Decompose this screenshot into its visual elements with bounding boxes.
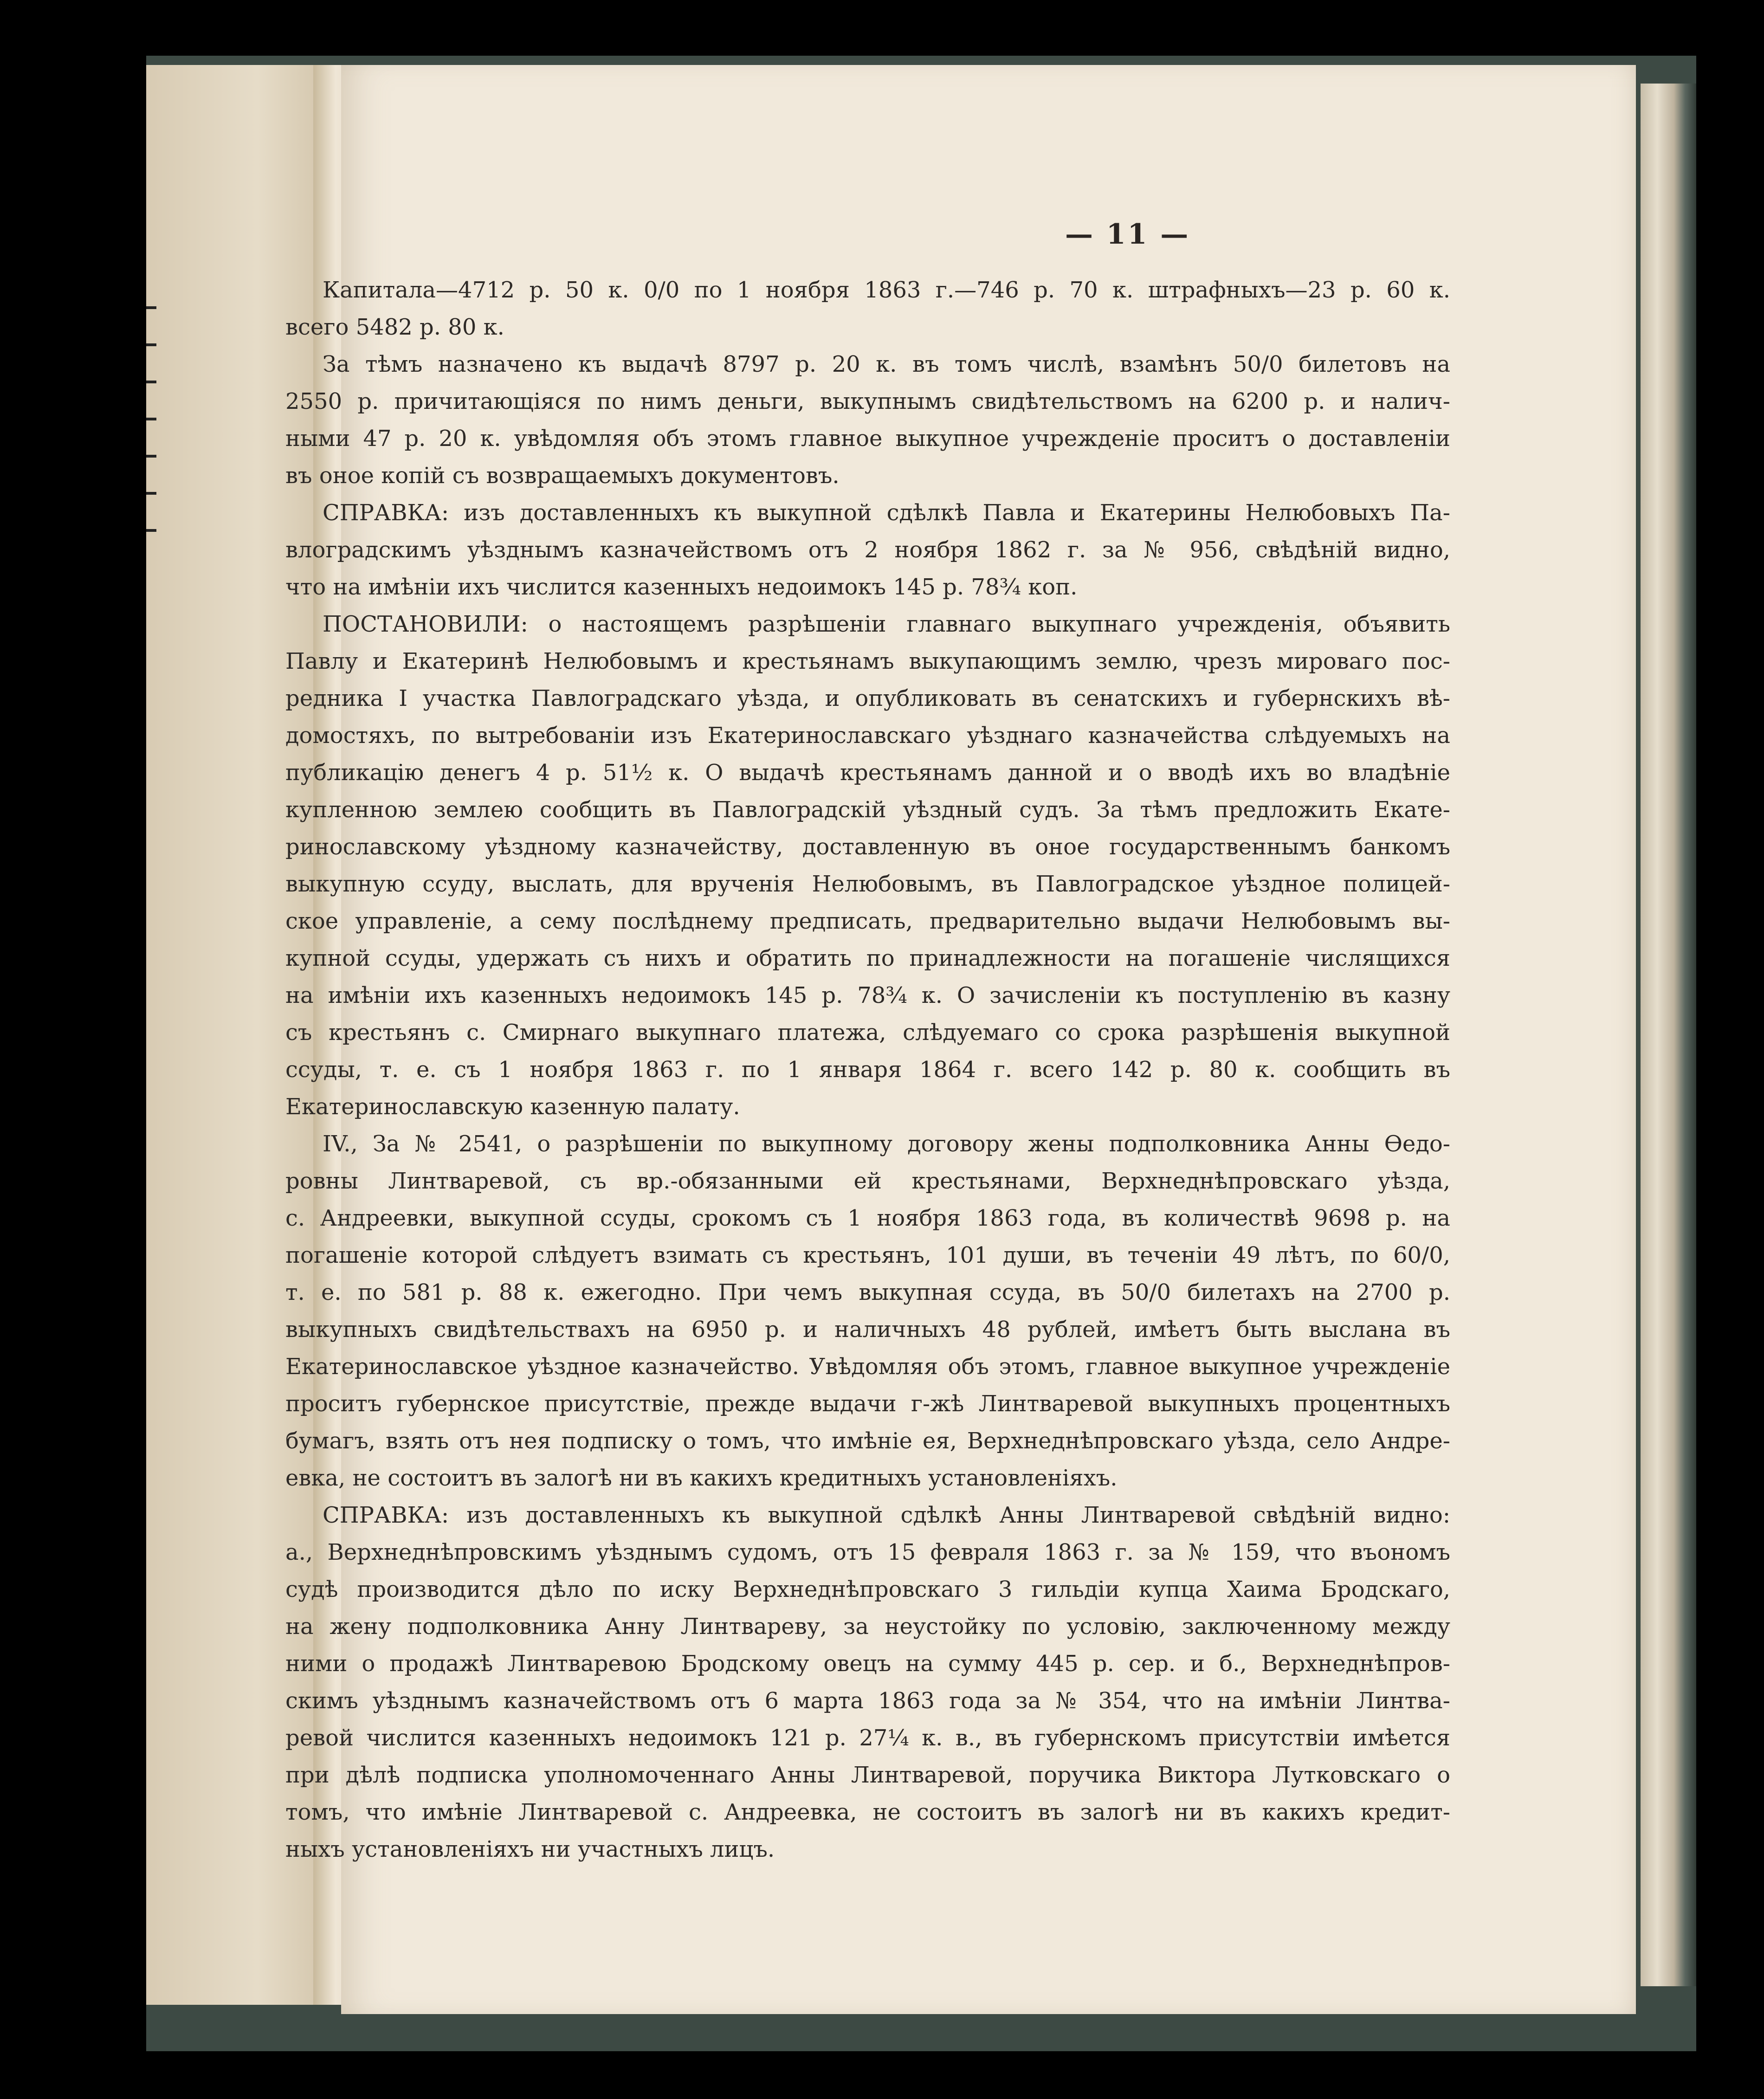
text-line: томъ, что имѣніе Линтваревой с. Андреевка, не состоитъ въ залогѣ ни въ какихъ кредит- [285,1799,1450,1825]
text-line: судѣ производится дѣло по иску Верхнеднѣпровскаго 3 гильдіи купца Хаима Бродскаго, [285,1576,1450,1602]
text-line: редника I участка Павлоградскаго уѣзда, и опубликовать въ сенатскихъ и губернскихъ вѣ- [285,685,1450,711]
body-text [285,271,1450,1868]
text-line: СПРАВКА: изъ доставленныхъ къ выкупной сдѣлкѣ Павла и Екатерины Нелюбовыхъ Па- [323,500,1450,526]
text-line: т. е. по 581 р. 88 к. ежегодно. При чемъ выкупная ссуда, въ 50/0 билетахъ на 2700 р. [285,1279,1450,1305]
text-line: ссуды, т. е. съ 1 ноября 1863 г. по 1 января 1864 г. всего 142 р. 80 к. сообщить въ [285,1057,1450,1083]
text-line: купленною землею сообщить въ Павлоградскій уѣздный судъ. За тѣмъ предложить Екате- [285,797,1450,823]
text-line: выкупныхъ свидѣтельствахъ на 6950 р. и наличныхъ 48 рублей, имѣетъ быть выслана въ [285,1317,1450,1343]
text-line: публикацію денегъ 4 р. 51½ к. О выдачѣ крестьянамъ данной и о вводѣ ихъ во владѣніе [285,760,1450,786]
text-line: погашеніе которой слѣдуетъ взимать съ крестьянъ, 101 души, въ теченіи 49 лѣтъ, по 60/0, [285,1242,1450,1268]
text-line: Екатеринославское уѣздное казначейство. Увѣдомляя объ этомъ, главное выкупное учрежденіе [285,1354,1450,1380]
text-line: ровны Линтваревой, съ вр.-обязанными ей крестьянами, Верхнеднѣпровскаго уѣзда, [285,1168,1450,1194]
text-line: въ оное копій съ возвращаемыхъ документовъ. [285,463,840,489]
text-line: с. Андреевки, выкупной ссуды, срокомъ съ 1 ноября 1863 года, въ количествѣ 9698 р. на [285,1205,1450,1231]
text-line: СПРАВКА: изъ доставленныхъ къ выкупной сдѣлкѣ Анны Линтваревой свѣдѣній видно: [323,1502,1450,1528]
text-line: проситъ губернское присутствіе, прежде выдачи г-жѣ Линтваревой выкупныхъ процентныхъ [285,1391,1450,1417]
text-line: на имѣніи ихъ казенныхъ недоимокъ 145 р. 78¾ к. О зачисленіи къ поступленію въ казну [285,982,1450,1008]
text-line: скимъ уѣзднымъ казначействомъ отъ 6 марта 1863 года за № 354, что на имѣніи Линтва- [285,1688,1450,1714]
left-page-text-edges [146,306,174,566]
text-line: Павлу и Екатеринѣ Нелюбовымъ и крестьянамъ выкупающимъ землю, чрезъ мироваго пос- [285,648,1450,674]
text-line: 2550 р. причитающіяся по нимъ деньги, выкупнымъ свидѣтельствомъ на 6200 р. и налич- [285,388,1450,414]
text-line: ными 47 р. 20 к. увѣдомляя объ этомъ главное выкупное учрежденіе проситъ о доставленіи [285,426,1450,452]
text-line: выкупную ссуду, выслать, для врученія Нелюбовымъ, въ Павлоградское уѣздное полицей- [285,871,1450,897]
text-line: на жену подполковника Анну Линтвареву, за неустойку по условію, заключенному между [285,1614,1450,1640]
text-line: ними о продажѣ Линтваревою Бродскому овецъ на сумму 445 р. сер. и б., Верхнеднѣпров- [285,1651,1450,1677]
text-line: ПОСТАНОВИЛИ: о настоящемъ разрѣшеніи главнаго выкупнаго учрежденія, объявить [323,611,1450,637]
text-line: евка, не состоитъ въ залогѣ ни въ какихъ кредитныхъ установленіяхъ. [285,1465,1118,1491]
text-line: а., Верхнеднѣпровскимъ уѣзднымъ судомъ, отъ 15 февраля 1863 г. за № 159, что въономъ [285,1539,1450,1565]
text-line: Екатеринославскую казенную палату. [285,1094,740,1120]
text-line: ринославскому уѣздному казначейству, доставленную въ оное государственнымъ банкомъ [285,834,1450,860]
text-line: ское управленіе, а сему послѣднему предписать, предварительно выдачи Нелюбовымъ вы- [285,908,1450,934]
text-line: домостяхъ, по вытребованіи изъ Екатеринославскаго уѣзднаго казначейства слѣдуемыхъ на [285,723,1450,749]
text-line: ревой числится казенныхъ недоимокъ 121 р. 27¼ к. в., въ губернскомъ присутствіи имѣется [285,1725,1450,1751]
text-line: при дѣлѣ подписка уполномоченнаго Анны Линтваревой, поручика Виктора Лутковскаго о [285,1762,1450,1788]
text-line: Капитала—4712 р. 50 к. 0/0 по 1 ноября 1863 г.—746 р. 70 к. штрафныхъ—23 р. 60 к. [323,277,1450,303]
page-number: — 11 — [1065,218,1190,251]
text-line: всего 5482 р. 80 к. [285,314,504,340]
text-line: IV., За № 2541, о разрѣшеніи по выкупному договору жены подполковника Анны Ѳедо- [323,1131,1450,1157]
text-line: бумагъ, взять отъ нея подписку о томъ, что имѣніе ея, Верхнеднѣпровскаго уѣзда, село Андре- [285,1428,1450,1454]
text-line: ныхъ установленіяхъ ни участныхъ лицъ. [285,1836,775,1862]
text-line: За тѣмъ назначено къ выдачѣ 8797 р. 20 к. въ томъ числѣ, взамѣнъ 50/0 билетовъ на [323,351,1450,377]
text-line: что на имѣніи ихъ числится казенныхъ недоимокъ 145 р. 78¾ коп. [285,574,1078,600]
text-line: съ крестьянъ с. Смирнаго выкупнаго платежа, слѣдуемаго со срока разрѣшенія выкупной [285,1020,1450,1046]
page-edges [1641,84,1696,1986]
text-line: купной ссуды, удержать съ нихъ и обратить по принадлежности на погашеніе числящихся [285,945,1450,971]
text-line: влоградскимъ уѣзднымъ казначействомъ отъ 2 ноября 1862 г. за № 956, свѣдѣній видно, [285,537,1450,563]
